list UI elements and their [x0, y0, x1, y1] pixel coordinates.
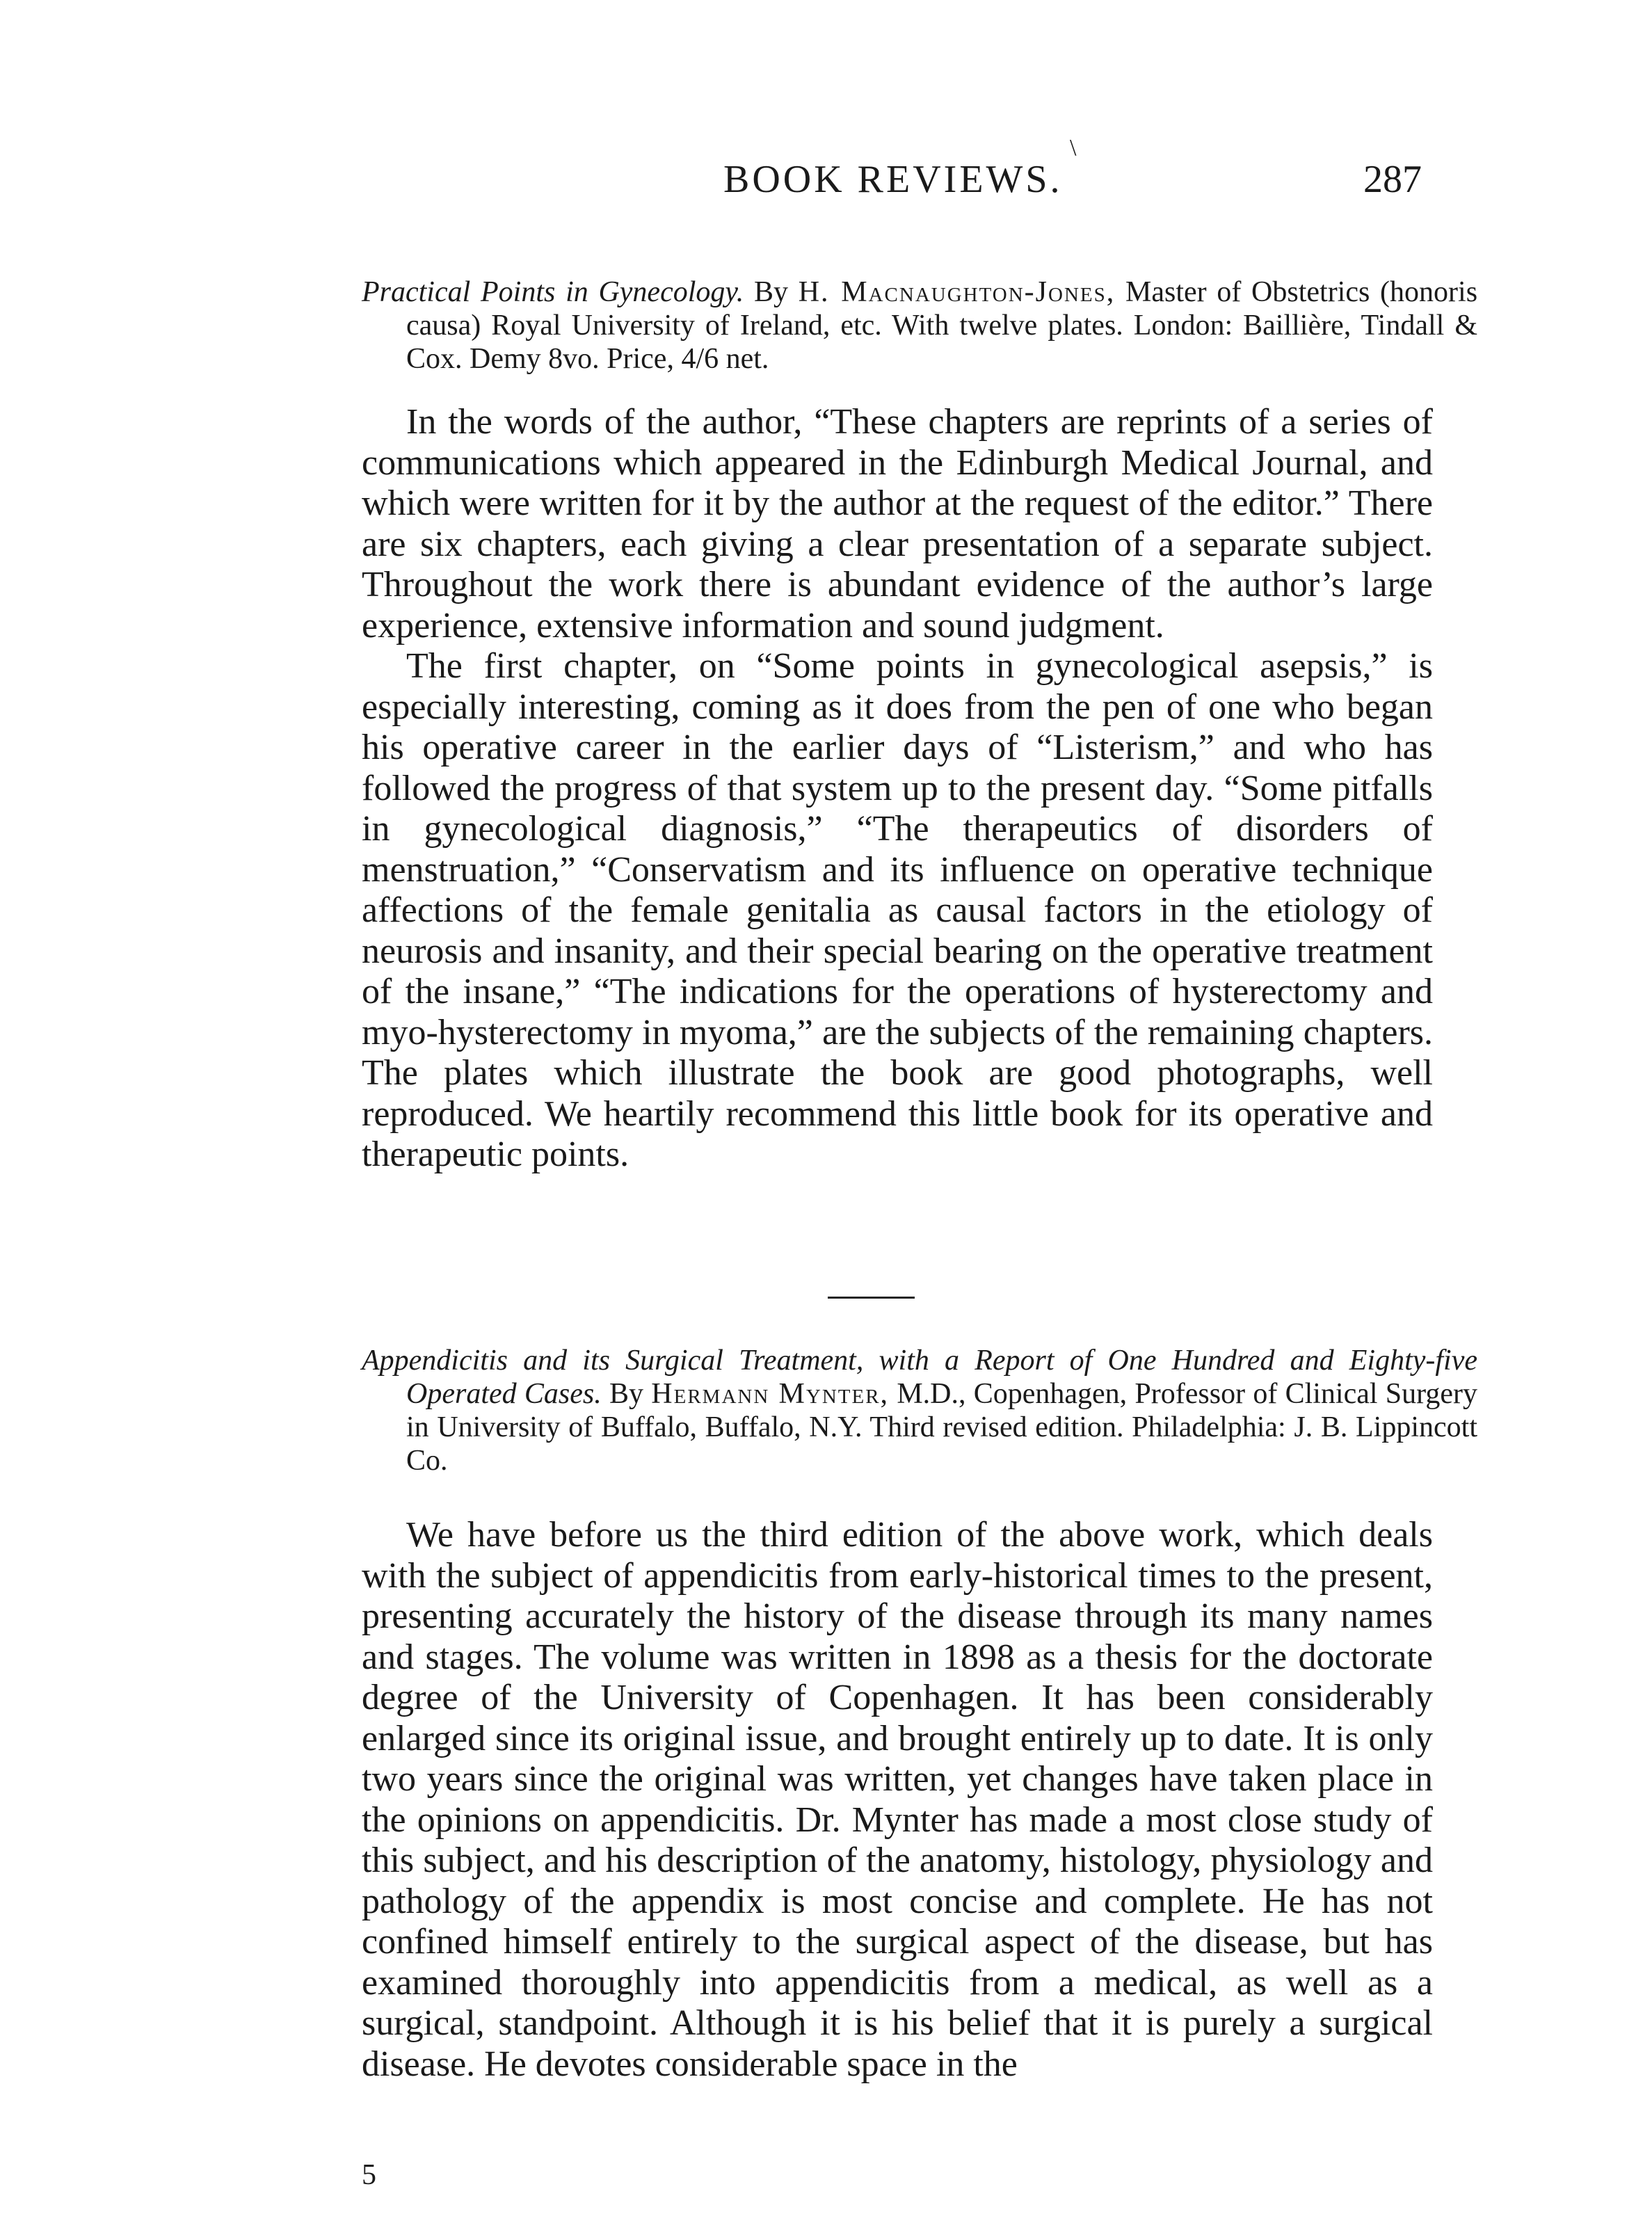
section-divider: [828, 1297, 915, 1299]
review-1-body: [362, 402, 1433, 1176]
page-number: 287: [1363, 158, 1422, 201]
header-mark: \: [1070, 135, 1077, 161]
review-2-book-title: Appendicitis and its Surgical Treatment, with a Report of One Hundred and Eighty-five Operated Cases.: [362, 1345, 1477, 1410]
running-title: BOOK REVIEWS.: [723, 158, 1063, 201]
review-1-author: H. Macnaughton-Jones,: [798, 276, 1116, 308]
review-2-paragraph-1: We have before us the third edition of the above work, which deals with the subject of appendicitis from early-historical times to the present, presenting accurately the history of the disease through its many names and stages. The volume was written in 1898 as a thesis for the doctorate degree of the University of Copenhagen. It has been considerably enlarged since its original issue, and brought entirely up to date. It is only two years since the original was written, yet changes have taken place in the opinions on appendicitis. Dr. Mynter has made a most close study of this subject, and his description of the anatomy, histology, physiology and pathology of the appendix is most concise and complete. He has not confined himself entirely to the surgical aspect of the disease, but has examined thoroughly into appendicitis from a medical, as well as a surgical, standpoint. Although it is his belief that it is purely a surgical disease. He devotes considerable space in the: [362, 1515, 1433, 2084]
signature-mark: 5: [362, 2159, 376, 2191]
review-1-paragraph-2: The first chapter, on “Some points in gynecological asepsis,” is especially interesting, coming as it does from the pen of one who began his operative career in the earlier days of “Listerism,” and who has followed the progress of that system up to the present day. “Some pitfalls in gynecological diagnosis,” “The therapeutics of disorders of menstruation,” “Conservatism and its influence on operative technique affections of the female genitalia as causal factors in the etiology of neurosis and insanity, and their special bearing on the operative treatment of the insane,” “The indications for the operations of hysterectomy and myo-hysterectomy in myoma,” are the subjects of the remaining chapters. The plates which illustrate the book are good photographs, well reproduced. We heartily recommend this little book for its operative and therapeutic points.: [362, 646, 1433, 1174]
review-1-citation: [362, 275, 1477, 376]
review-1-details: Master of Obstetrics (honoris causa) Royal University of Ireland, etc. With twelve plates. London: Baillière, Tindall & Cox. Demy 8vo. Price, 4/6 net.: [406, 276, 1478, 375]
review-2-body: [362, 1515, 1433, 2085]
review-2-citation: [362, 1344, 1477, 1477]
review-2-author: Hermann Mynter,: [651, 1378, 890, 1410]
review-2-by: By: [609, 1378, 644, 1410]
review-1-book-title: Practical Points in Gynecology.: [362, 276, 744, 308]
review-2-details: M.D., Copenhagen, Professor of Clinical Surgery in University of Buffalo, Buffalo, N.Y. Third revised edition. Philadelphia: J. B. Lippincott Co.: [406, 1378, 1478, 1477]
review-1-by: By: [753, 276, 788, 308]
review-1-paragraph-1: In the words of the author, “These chapters are reprints of a series of communications which appeared in the Edinburgh Medical Journal, and which were written for it by the author at the request of the editor.” There are six chapters, each giving a clear presentation of a separate subject. Throughout the work there is abundant evidence of the author’s large experience, extensive information and sound judgment.: [362, 402, 1433, 646]
